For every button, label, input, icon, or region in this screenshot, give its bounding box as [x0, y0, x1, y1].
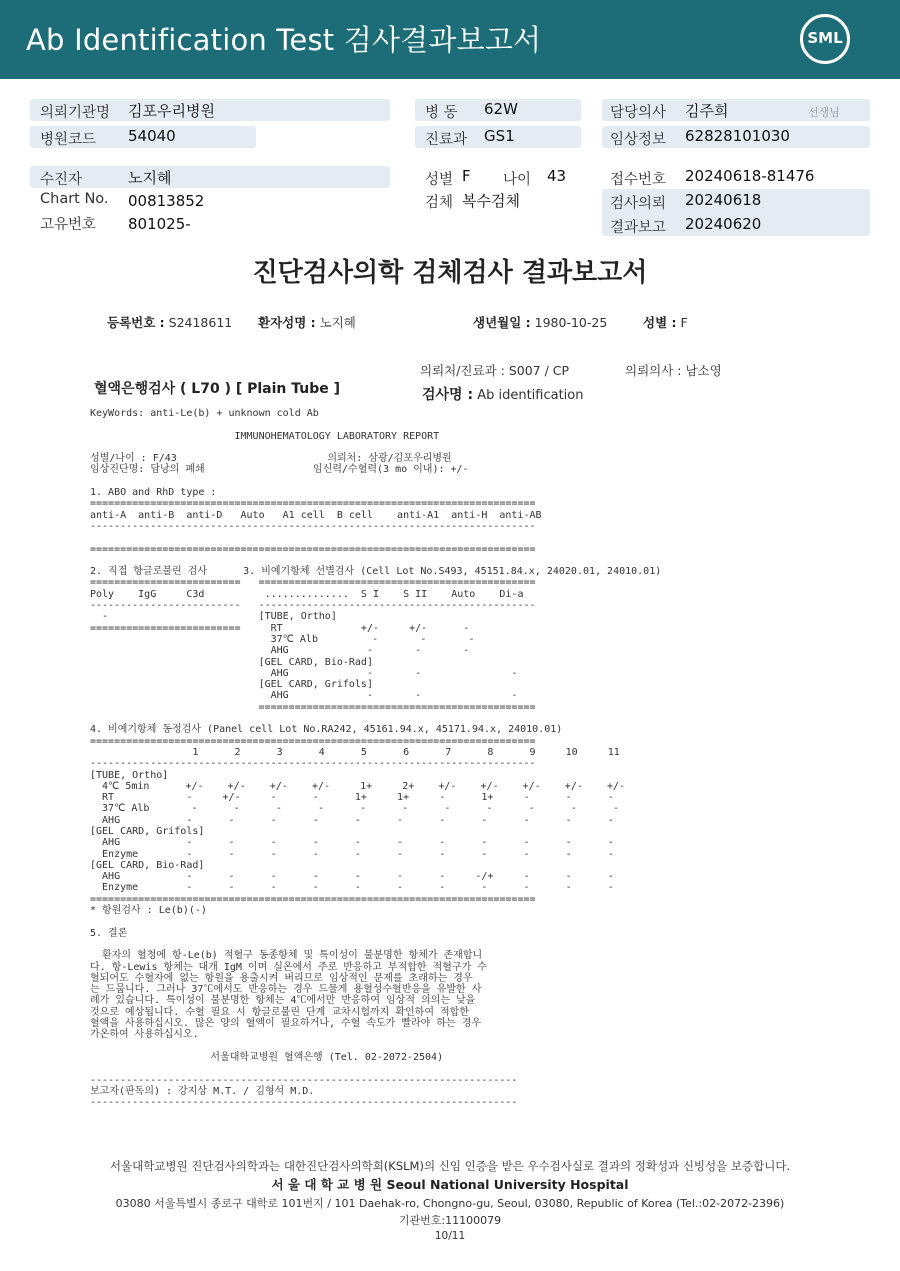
doctor-value: 김주희	[685, 102, 729, 120]
report-line: ------------------------- ----------------------------------------------	[90, 600, 536, 612]
clinical-value: 62828101030	[685, 127, 790, 145]
name-label: 환자성명 :	[258, 315, 316, 330]
report-line: [GEL CARD, Bio-Rad]	[90, 656, 373, 668]
report-line: 것으로 예상됩니다. 수혈 필요 시 항글로불린 단계 교차시험까지 확인하여 적합한	[90, 1006, 469, 1018]
report-line: AHG - - - - - - - - - - -	[90, 814, 614, 826]
sex	[643, 313, 688, 331]
report-line: 임상진단명: 담낭의 폐쇄 임신력/수혈력(3 mo 이내): +/-	[90, 464, 469, 476]
doctor-label: 담당의사	[610, 105, 667, 121]
receipt-value: 20240618-81476	[685, 167, 815, 185]
patient-label: 수진자	[40, 172, 83, 188]
age-label: 나이	[503, 172, 532, 188]
footer-hospital: 서 울 대 학 교 병 원 Seoul National University Hospital	[271, 1177, 629, 1192]
request-value: 20240618	[685, 191, 762, 209]
report-line: ==========================================================================	[90, 893, 536, 905]
report-line: 서울대학교병원 혈액은행 (Tel. 02-2072-2504)	[90, 1051, 444, 1063]
report-line: 4. 비예기항체 동정검사 (Panel cell Lot No.RA242, 45161.94.x, 45171.94.x, 24010.01)	[90, 724, 563, 736]
dept-value: GS1	[484, 127, 515, 145]
report-line: 혈되어도 수혈자에 없는 항원을 용출시켜 버리므로 임상적인 문제를 초래하는 경우	[90, 972, 473, 984]
report-line: Enzyme - - - - - - - - - - -	[90, 848, 614, 860]
report-line	[90, 939, 661, 950]
report-line	[90, 532, 661, 543]
report-line: 는 드뭅니다. 그러나 37℃에서도 반응하는 경우 드물게 용혈성수혈반응을 유발한 사	[90, 984, 482, 996]
reg-label: 등록번호 :	[107, 315, 165, 330]
report-line: ==============================================	[90, 701, 536, 713]
report-title: 진단검사의학 검체검사 결과보고서	[252, 258, 648, 288]
report-line: * 항원검사 : Le(b)(-)	[90, 905, 207, 917]
section-title: 혈액은행검사 ( L70 ) [ Plain Tube ]	[94, 381, 341, 397]
report-line: Poly IgG C3d .............. S I S II Auto Di-a	[90, 588, 524, 600]
report-line: 성별/나이 : F/43 의뢰처: 삼광/김포우리병원	[90, 453, 452, 465]
report-label: 결과보고	[610, 220, 667, 236]
test-name	[422, 384, 583, 404]
chart-value: 00813852	[128, 192, 205, 210]
report-line: RT - +/- - - 1+ 1+ - 1+ - - -	[90, 792, 614, 804]
report-line: 가온하여 사용하십시오.	[90, 1029, 199, 1041]
report-line: AHG - - - - - - - - - - -	[90, 837, 614, 849]
report-line: [GEL CARD, Grifols]	[90, 679, 373, 691]
report-line: IMMUNOHEMATOLOGY LABORATORY REPORT	[90, 430, 440, 442]
report-line: 혈액을 사용하십시오. 많은 양의 혈액이 필요하거나, 수혈 속도가 빨라야 하는 경우	[90, 1018, 482, 1030]
report-line: ==========================================================================	[90, 498, 536, 510]
institution-value: 김포우리병원	[128, 102, 215, 120]
report-line: ==========================================================================	[90, 735, 536, 747]
report-value: 20240620	[685, 215, 762, 233]
report-line: 37℃ Alb - - -	[90, 633, 475, 645]
clinical-label: 임상정보	[610, 132, 667, 148]
footer-org-no: 기관번호:11100079	[398, 1214, 502, 1227]
report-line	[90, 555, 661, 566]
report-line: 1 2 3 4 5 6 7 8 9 10 11	[90, 746, 620, 758]
institution-label: 의뢰기관명	[40, 105, 111, 121]
report-line	[90, 916, 661, 927]
reg-no	[107, 313, 232, 331]
report-line: Enzyme - - - - - - - - - - -	[90, 882, 614, 894]
hospital-code-value: 54040	[128, 127, 176, 145]
hospital-code-label: 병원코드	[40, 132, 97, 148]
ref-dept: 의뢰처/진료과 : S007 / CP	[420, 363, 570, 378]
report-line: 보고자(판독의) : 강지상 M.T. / 김형석 M.D.	[90, 1085, 315, 1097]
report-line: ==========================================================================	[90, 543, 536, 555]
dob	[473, 313, 607, 331]
report-line: KeyWords: anti-Le(b) + unknown cold Ab	[90, 408, 319, 419]
name-value: 노지혜	[319, 315, 356, 330]
specimen-label: 검체	[425, 195, 454, 211]
dob-value: 1980-10-25	[534, 315, 608, 330]
request-label: 검사의뢰	[610, 196, 667, 212]
report-sex-label: 성별 :	[643, 315, 677, 330]
report-line: [GEL CARD, Bio-Rad]	[90, 859, 205, 871]
report-line: 4℃ 5min +/- +/- +/- +/- 1+ 2+ +/- +/- +/- +/- +/-	[90, 780, 626, 792]
dept-label: 진료과	[425, 132, 468, 148]
report-line: 례가 있습니다. 특이성이 불분명한 항체는 4℃에서만 반응하여 임상적 의의는 낮을	[90, 995, 476, 1007]
report-line	[90, 419, 661, 430]
sex-value: F	[462, 167, 471, 185]
report-line: -----------------------------------------------------------------------	[90, 1097, 518, 1109]
doctor-suffix: 선생님	[808, 106, 840, 119]
report-line: -----------------------------------------------------------------------	[90, 1074, 518, 1086]
report-line: AHG - - -	[90, 645, 470, 657]
test-label: 검사명 :	[422, 387, 474, 403]
sml-logo	[800, 14, 850, 64]
patient-value: 노지혜	[128, 169, 172, 187]
report-line: [TUBE, Ortho]	[90, 769, 169, 781]
uid-value: 801025-	[128, 215, 191, 233]
report-line: ========================= ==============================================	[90, 577, 536, 589]
dob-label: 생년월일 :	[473, 315, 531, 330]
report-line: 2. 직접 항글로불린 검사 3. 비예기항체 선별검사 (Cell Lot No.S493, 45151.84.x, 24020.01, 24010.01)	[90, 566, 662, 578]
report-line	[90, 1063, 661, 1074]
report-line: [GEL CARD, Grifols]	[90, 825, 205, 837]
header-bar	[0, 0, 900, 79]
logo-text: SML	[807, 29, 843, 47]
receipt-label: 접수번호	[610, 172, 667, 188]
report-line: ========================= RT +/- +/- -	[90, 622, 470, 634]
report-line: 다. 항-Lewis 항체는 대개 IgM 이며 실온에서 주로 반응하고 부적합한 적혈구가 수	[90, 961, 487, 973]
specimen-value: 복수검체	[462, 192, 520, 210]
lab-report-body	[90, 408, 661, 1108]
patient-name	[258, 313, 356, 331]
footer-cert: 서울대학교병원 진단검사의학과는 대한진단검사의학회(KSLM)의 신임 인증을 받은 우수검사실로 결과의 정확성과 신빙성을 보증합니다.	[109, 1159, 791, 1173]
report-line: 1. ABO and RhD type :	[90, 487, 217, 499]
report-sex-value: F	[680, 315, 688, 330]
ref-doctor: 의뢰의사 : 남소영	[625, 363, 722, 378]
report-line: AHG - - -	[90, 690, 518, 702]
report-line: 5. 결론	[90, 927, 128, 939]
report-line: AHG - - - - - - - -/+ - - -	[90, 871, 614, 883]
chart-label: Chart No.	[40, 191, 109, 207]
report-line: - [TUBE, Ortho]	[90, 611, 337, 623]
sex-label: 성별	[425, 172, 454, 188]
report-line: 환자의 혈청에 항-Le(b) 적혈구 동종항체 및 특이성이 불분명한 항체가 존재합니	[90, 950, 483, 962]
page-title: Ab Identification Test 검사결과보고서	[26, 23, 542, 57]
ward-label: 병 동	[425, 105, 458, 121]
footer-address: 03080 서울특별시 종로구 대학로 101번지 / 101 Daehak-ro, Chongno-gu, Seoul, 03080, Republic of Korea (Tel.:02-2072-2396)	[115, 1197, 785, 1210]
report-line: AHG - - -	[90, 667, 518, 679]
report-line: 37℃ Alb - - - - - - - - - - -	[90, 803, 619, 815]
report-line: --------------------------------------------------------------------------	[90, 520, 536, 532]
patient-row-bg	[30, 166, 390, 188]
reg-value: S2418611	[168, 315, 233, 330]
ward-value: 62W	[484, 100, 518, 118]
report-line	[90, 442, 661, 453]
test-value: Ab identification	[477, 388, 584, 403]
report-line: anti-A anti-B anti-D Auto A1 cell B cell anti-A1 anti-H anti-AB	[90, 509, 542, 521]
report-line	[90, 713, 661, 724]
age-value: 43	[547, 167, 567, 185]
uid-label: 고유번호	[40, 217, 97, 233]
report-line: --------------------------------------------------------------------------	[90, 758, 536, 770]
report-line	[90, 1041, 661, 1052]
report-line	[90, 476, 661, 487]
page-number: 10/11	[434, 1230, 466, 1242]
